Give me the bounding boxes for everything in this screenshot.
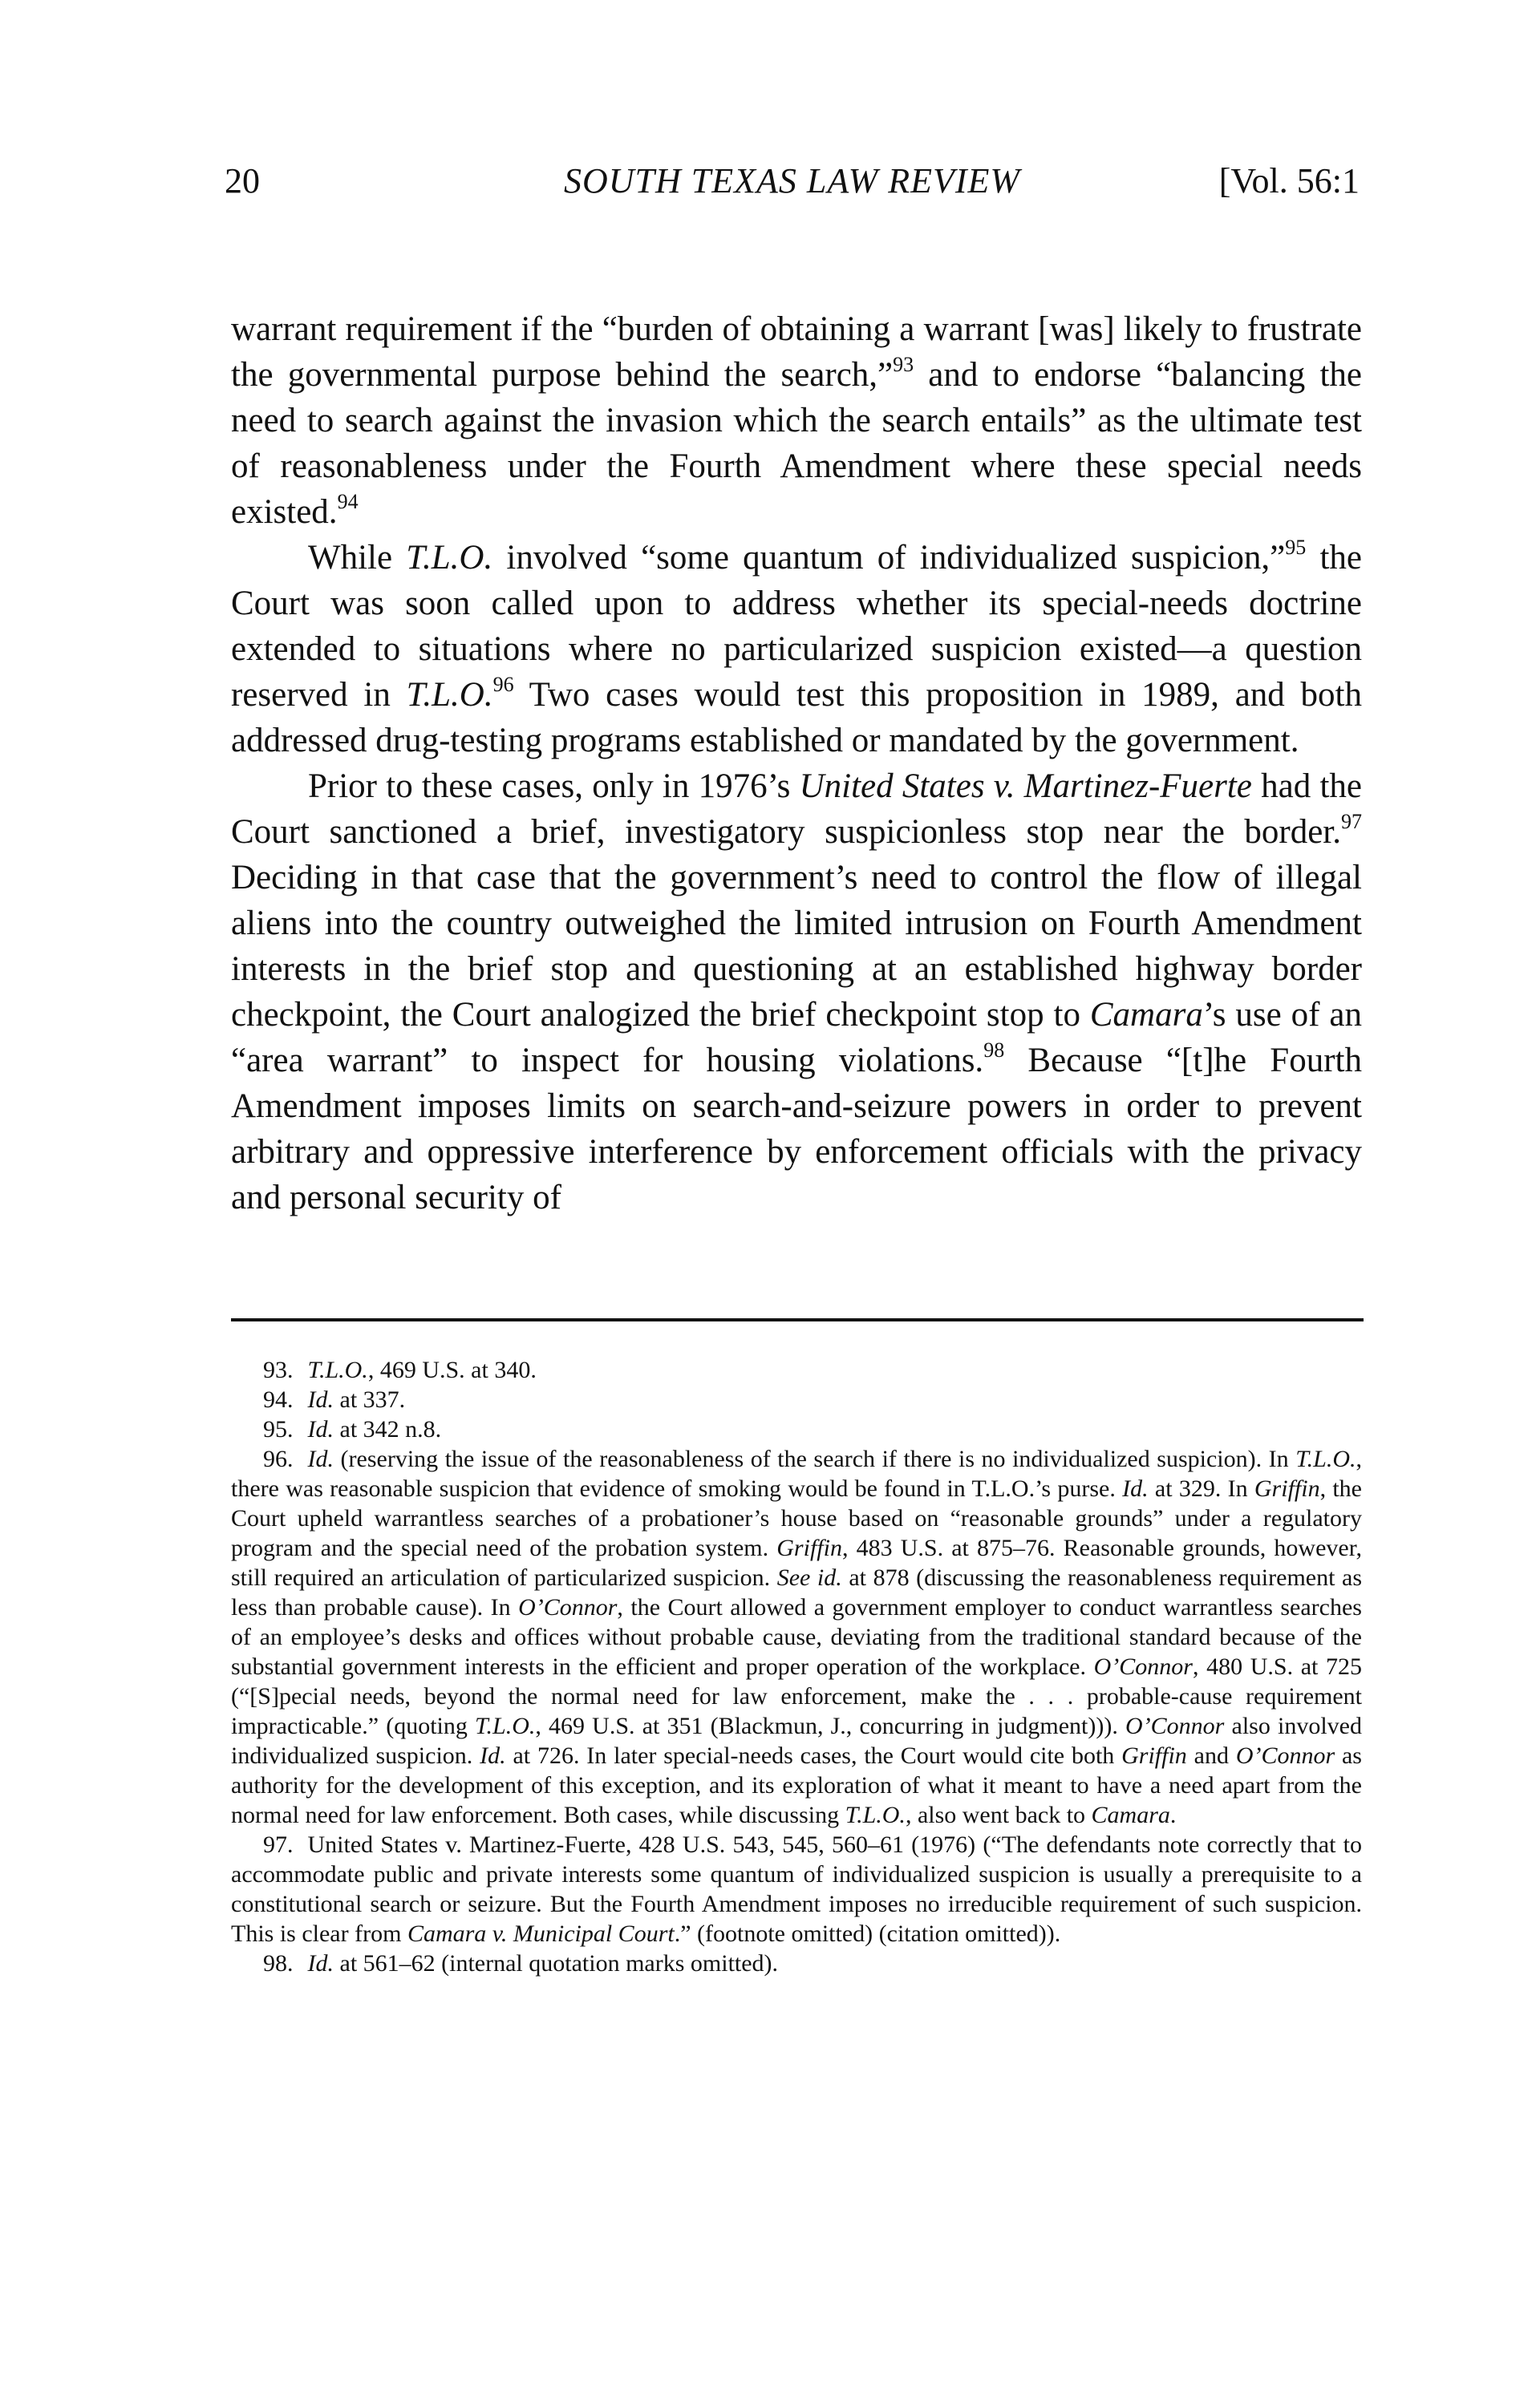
citation: O’Connor	[1093, 1653, 1193, 1680]
text-run: at 561–62 (internal quotation marks omitted).	[334, 1950, 779, 1977]
citation: Id.	[307, 1416, 334, 1443]
footnote-ref-98[interactable]: 98	[983, 1038, 1005, 1062]
text-run: Two cases would test this proposition in 1989, and both addressed drug-testing programs established or mandated by the government.	[231, 676, 1363, 759]
footnote-number: 93.	[263, 1357, 294, 1383]
text-run: .	[1169, 1802, 1177, 1828]
text-run: at 878 (discussing the reasonableness requirement as less than probable cause). In	[231, 1564, 1362, 1621]
citation: O’Connor	[1125, 1713, 1225, 1739]
paragraph-3	[231, 763, 1362, 1220]
text-run: as authority for the development of this exception, and its exploration of what it meant to have a need apart from the normal need for law enforcement. Both cases, while discussing	[231, 1742, 1362, 1828]
citation: Id.	[307, 1446, 334, 1472]
text-run: at 337.	[334, 1386, 406, 1413]
citation: Griffin	[776, 1535, 842, 1561]
text-run: (reserving the issue of the reasonableness of the search if there is no individualized suspicion). In	[334, 1446, 1296, 1472]
paragraph-1	[231, 306, 1362, 535]
text-run: ’s use of an “area warrant” to inspect for housing violations.	[231, 996, 1362, 1079]
citation: T.L.O.	[845, 1802, 906, 1828]
citation: T.L.O.	[1295, 1446, 1356, 1472]
citation: Griffin	[1254, 1475, 1320, 1502]
case-name: T.L.O.	[406, 676, 493, 714]
text-run: United States v. Martinez-Fuerte, 428 U.S. 543, 545, 560–61 (1976) (“The defendants note correctly that to accommodate public and private interests some quantum of individualized suspicion is usually a prerequisite to a constitutional search or seizure. But the Fourth Amendment imposes no irreducible requirement of such suspicion. This is clear from	[231, 1831, 1362, 1947]
text-run: , 469 U.S. at 351 (Blackmun, J., concurring in judgment))).	[535, 1713, 1126, 1739]
citation: Id.	[480, 1742, 506, 1769]
text-run: , 483 U.S. at 875–76. Reasonable grounds, however, still required an articulation of particularized suspicion.	[231, 1535, 1362, 1591]
case-name: T.L.O.	[406, 539, 493, 577]
text-run: , there was reasonable suspicion that evidence of smoking would be found in T.L.O.’s purse.	[231, 1446, 1362, 1502]
footnote-ref-96[interactable]: 96	[492, 673, 514, 696]
text-run: at 342 n.8.	[334, 1416, 442, 1443]
text-run: involved “some quantum of individualized suspicion,”	[492, 539, 1286, 577]
text-run: at 329. In	[1148, 1475, 1254, 1502]
footnote-number: 98.	[263, 1950, 294, 1977]
citation: Camara v. Municipal Court	[407, 1920, 675, 1947]
text-run: While	[308, 539, 407, 577]
text-run: .” (footnote omitted) (citation omitted)).	[674, 1920, 1061, 1947]
volume-label: [Vol. 56:1	[1218, 161, 1360, 200]
footnotes	[231, 1355, 1362, 1978]
citation: Camara	[1091, 1802, 1170, 1828]
footnote-ref-93[interactable]: 93	[893, 353, 914, 376]
text-run: , the Court allowed a government employer to conduct warrantless searches of an employee’s desks and offices without probable cause, deviating from the traditional standard because of the substantial government interests in the efficient and proper operation of the workplace.	[231, 1594, 1362, 1680]
citation: T.L.O.	[475, 1713, 536, 1739]
case-name: United States v. Martinez-Fuerte	[799, 767, 1252, 805]
running-header	[225, 160, 1360, 217]
citation: O’Connor	[518, 1594, 618, 1621]
text-run: at 726. In later special-needs cases, the Court would cite both	[505, 1742, 1122, 1769]
footnote-ref-95[interactable]: 95	[1285, 536, 1307, 559]
footnote-97	[231, 1830, 1362, 1949]
text-run: , 480 U.S. at 725 (“[S]pecial needs, beyond the normal need for law enforcement, make the . . . probable-cause requirement impracticable.” (quoting	[231, 1653, 1362, 1739]
footnote-ref-94[interactable]: 94	[337, 490, 359, 513]
text-run: had the Court sanctioned a brief, investigatory suspicionless stop near the border.	[231, 767, 1362, 851]
text-run: Because “[t]he Fourth Amendment imposes limits on search-and-seizure powers in order to prevent arbitrary and oppressive interference by enforcement officials with the privacy and personal security of	[231, 1042, 1362, 1216]
footnote-number: 95.	[263, 1416, 294, 1443]
text-run: , also went back to	[905, 1802, 1092, 1828]
footnote-96	[231, 1444, 1362, 1830]
citation: Griffin	[1121, 1742, 1187, 1769]
text-run: , 469 U.S. at 340.	[367, 1357, 537, 1383]
text-run: Deciding in that case that the government’s need to control the flow of illegal aliens into the country outweighed the limited intrusion on Fourth Amendment interests in the brief stop and questioning at an established highway border checkpoint, the Court analogized the brief checkpoint stop to	[231, 859, 1362, 1034]
footnote-ref-97[interactable]: 97	[1341, 810, 1362, 833]
footnote-94	[231, 1385, 1362, 1414]
citation: Id.	[307, 1950, 334, 1977]
footnote-number: 97.	[263, 1831, 294, 1858]
text-run: and to endorse “balancing the need to search against the invasion which the search entails” as the ultimate test of reasonableness under the Fourth Amendment where these special needs existed.	[231, 356, 1363, 531]
footnote-98	[231, 1949, 1362, 1978]
text-run: the Court was soon called upon to address whether its special-needs doctrine extended to situations where no particularized suspicion existed—a question reserved in	[231, 539, 1362, 714]
citation: See id.	[776, 1564, 842, 1591]
footnote-95	[231, 1414, 1362, 1444]
citation: Id.	[307, 1386, 334, 1413]
page-number: 20	[225, 161, 260, 200]
footnote-divider	[231, 1318, 1364, 1321]
text-run: , the Court upheld warrantless searches of a probationer’s house based on “reasonable grounds” under a regulatory program and the special need of the probation system.	[231, 1475, 1363, 1561]
text-run: warrant requirement if the “burden of obtaining a warrant [was] likely to frustrate the governmental purpose behind the search,”	[231, 310, 1362, 394]
citation: O’Connor	[1235, 1742, 1335, 1769]
footnote-number: 96.	[263, 1446, 294, 1472]
text-run: Prior to these cases, only in 1976’s	[308, 767, 800, 805]
footnote-93	[231, 1355, 1362, 1385]
case-name: Camara	[1089, 996, 1203, 1034]
text-run: and	[1186, 1742, 1236, 1769]
main-text	[231, 306, 1362, 1220]
journal-title: SOUTH TEXAS LAW REVIEW	[563, 161, 1021, 200]
text-run: also involved individualized suspicion.	[231, 1713, 1362, 1769]
paragraph-2	[231, 535, 1362, 763]
citation: Id.	[1122, 1475, 1149, 1502]
citation: T.L.O.	[307, 1357, 368, 1383]
footnote-number: 94.	[263, 1386, 294, 1413]
